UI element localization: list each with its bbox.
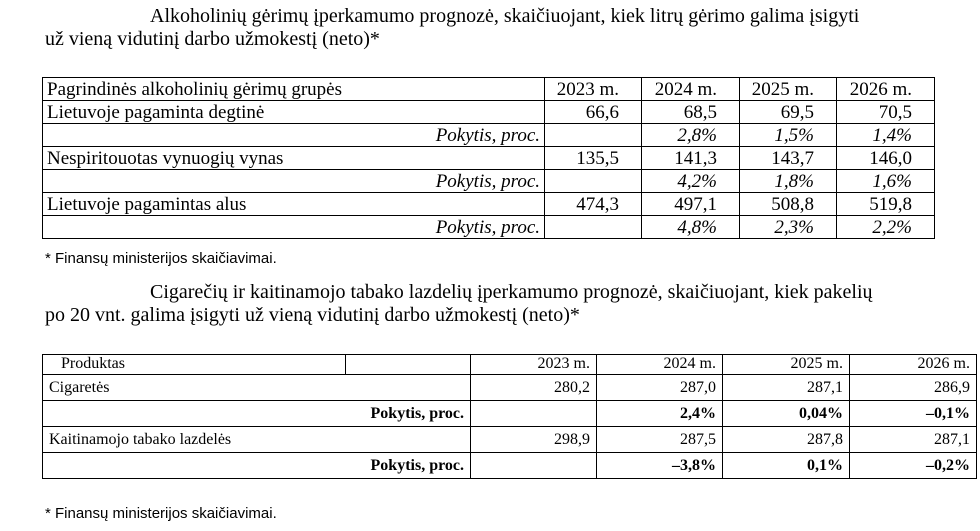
- header-spacer: [346, 355, 471, 375]
- change-row: [43, 401, 977, 427]
- column-header-2026: 2026 m.: [850, 355, 977, 375]
- column-header-product: Produktas: [43, 355, 346, 375]
- table2-footnote: * Finansų ministerijos skaičiavimai.: [45, 505, 277, 522]
- value-cell: 286,9: [850, 375, 977, 401]
- value-cell: 143,7: [740, 147, 837, 170]
- value-cell: 66,6: [545, 101, 642, 124]
- change-cell: 0,1%: [723, 453, 850, 479]
- change-cell: 2,2%: [837, 216, 935, 239]
- change-label: Pokytis, proc.: [43, 124, 545, 147]
- value-cell: 287,1: [723, 375, 850, 401]
- table-header-row: [43, 78, 935, 101]
- tobacco-affordability-table: [42, 354, 977, 479]
- change-cell: 4,2%: [642, 170, 740, 193]
- row-label: Lietuvoje pagamintas alus: [43, 193, 545, 216]
- change-row: [43, 170, 935, 193]
- column-header-2024: 2024 m.: [597, 355, 723, 375]
- change-cell: 1,5%: [740, 124, 837, 147]
- value-cell: 141,3: [642, 147, 740, 170]
- row-label: Cigaretės: [43, 375, 471, 401]
- table-row: [43, 375, 977, 401]
- value-cell: 508,8: [740, 193, 837, 216]
- change-label: Pokytis, proc.: [43, 170, 545, 193]
- table-row: [43, 101, 935, 124]
- value-cell: 146,0: [837, 147, 935, 170]
- change-cell: 0,04%: [723, 401, 850, 427]
- column-header-2023: 2023 m.: [545, 78, 642, 101]
- value-cell: 287,0: [597, 375, 723, 401]
- row-label: Nespiritouotas vynuogių vynas: [43, 147, 545, 170]
- change-cell: –0,1%: [850, 401, 977, 427]
- value-cell: 474,3: [545, 193, 642, 216]
- column-header-2024: 2024 m.: [642, 78, 740, 101]
- value-cell: 280,2: [471, 375, 597, 401]
- value-cell: 519,8: [837, 193, 935, 216]
- change-label: Pokytis, proc.: [43, 453, 471, 479]
- table-row: [43, 147, 935, 170]
- value-cell: 135,5: [545, 147, 642, 170]
- change-cell: 1,4%: [837, 124, 935, 147]
- empty-cell: [545, 170, 642, 193]
- change-row: [43, 453, 977, 479]
- value-cell: 287,1: [850, 427, 977, 453]
- table1-title-line2: už vieną vidutinį darbo užmokestį (neto)*: [45, 28, 380, 50]
- value-cell: 70,5: [837, 101, 935, 124]
- value-cell: 298,9: [471, 427, 597, 453]
- row-label: Kaitinamojo tabako lazdelės: [43, 427, 471, 453]
- alcohol-affordability-table: [42, 77, 935, 239]
- value-cell: 69,5: [740, 101, 837, 124]
- value-cell: 68,5: [642, 101, 740, 124]
- table-header-row: [43, 355, 977, 375]
- column-header-2025: 2025 m.: [740, 78, 837, 101]
- change-cell: 2,8%: [642, 124, 740, 147]
- change-row: [43, 124, 935, 147]
- table-row: [43, 193, 935, 216]
- empty-cell: [545, 216, 642, 239]
- change-row: [43, 216, 935, 239]
- empty-cell: [471, 453, 597, 479]
- change-cell: 1,6%: [837, 170, 935, 193]
- change-cell: 4,8%: [642, 216, 740, 239]
- value-cell: 497,1: [642, 193, 740, 216]
- change-cell: 1,8%: [740, 170, 837, 193]
- change-label: Pokytis, proc.: [43, 216, 545, 239]
- column-header-group: Pagrindinės alkoholinių gėrimų grupės: [43, 78, 545, 101]
- change-cell: 2,4%: [597, 401, 723, 427]
- column-header-2025: 2025 m.: [723, 355, 850, 375]
- change-cell: 2,3%: [740, 216, 837, 239]
- table2-title-line1: Cigarečių ir kaitinamojo tabako lazdelių įperkamumo prognozė, skaičiuojant, kiek pakelių: [150, 281, 873, 303]
- value-cell: 287,8: [723, 427, 850, 453]
- change-label: Pokytis, proc.: [43, 401, 471, 427]
- empty-cell: [471, 401, 597, 427]
- change-cell: –0,2%: [850, 453, 977, 479]
- table1-footnote: * Finansų ministerijos skaičiavimai.: [45, 250, 277, 267]
- empty-cell: [545, 124, 642, 147]
- table-row: [43, 427, 977, 453]
- column-header-2023: 2023 m.: [471, 355, 597, 375]
- table2-title-line2: po 20 vnt. galima įsigyti už vieną vidutinį darbo užmokestį (neto)*: [45, 304, 580, 326]
- table1-title-line1: Alkoholinių gėrimų įperkamumo prognozė, skaičiuojant, kiek litrų gėrimo galima įsigyti: [150, 5, 860, 27]
- value-cell: 287,5: [597, 427, 723, 453]
- row-label: Lietuvoje pagaminta degtinė: [43, 101, 545, 124]
- column-header-2026: 2026 m.: [837, 78, 935, 101]
- change-cell: –3,8%: [597, 453, 723, 479]
